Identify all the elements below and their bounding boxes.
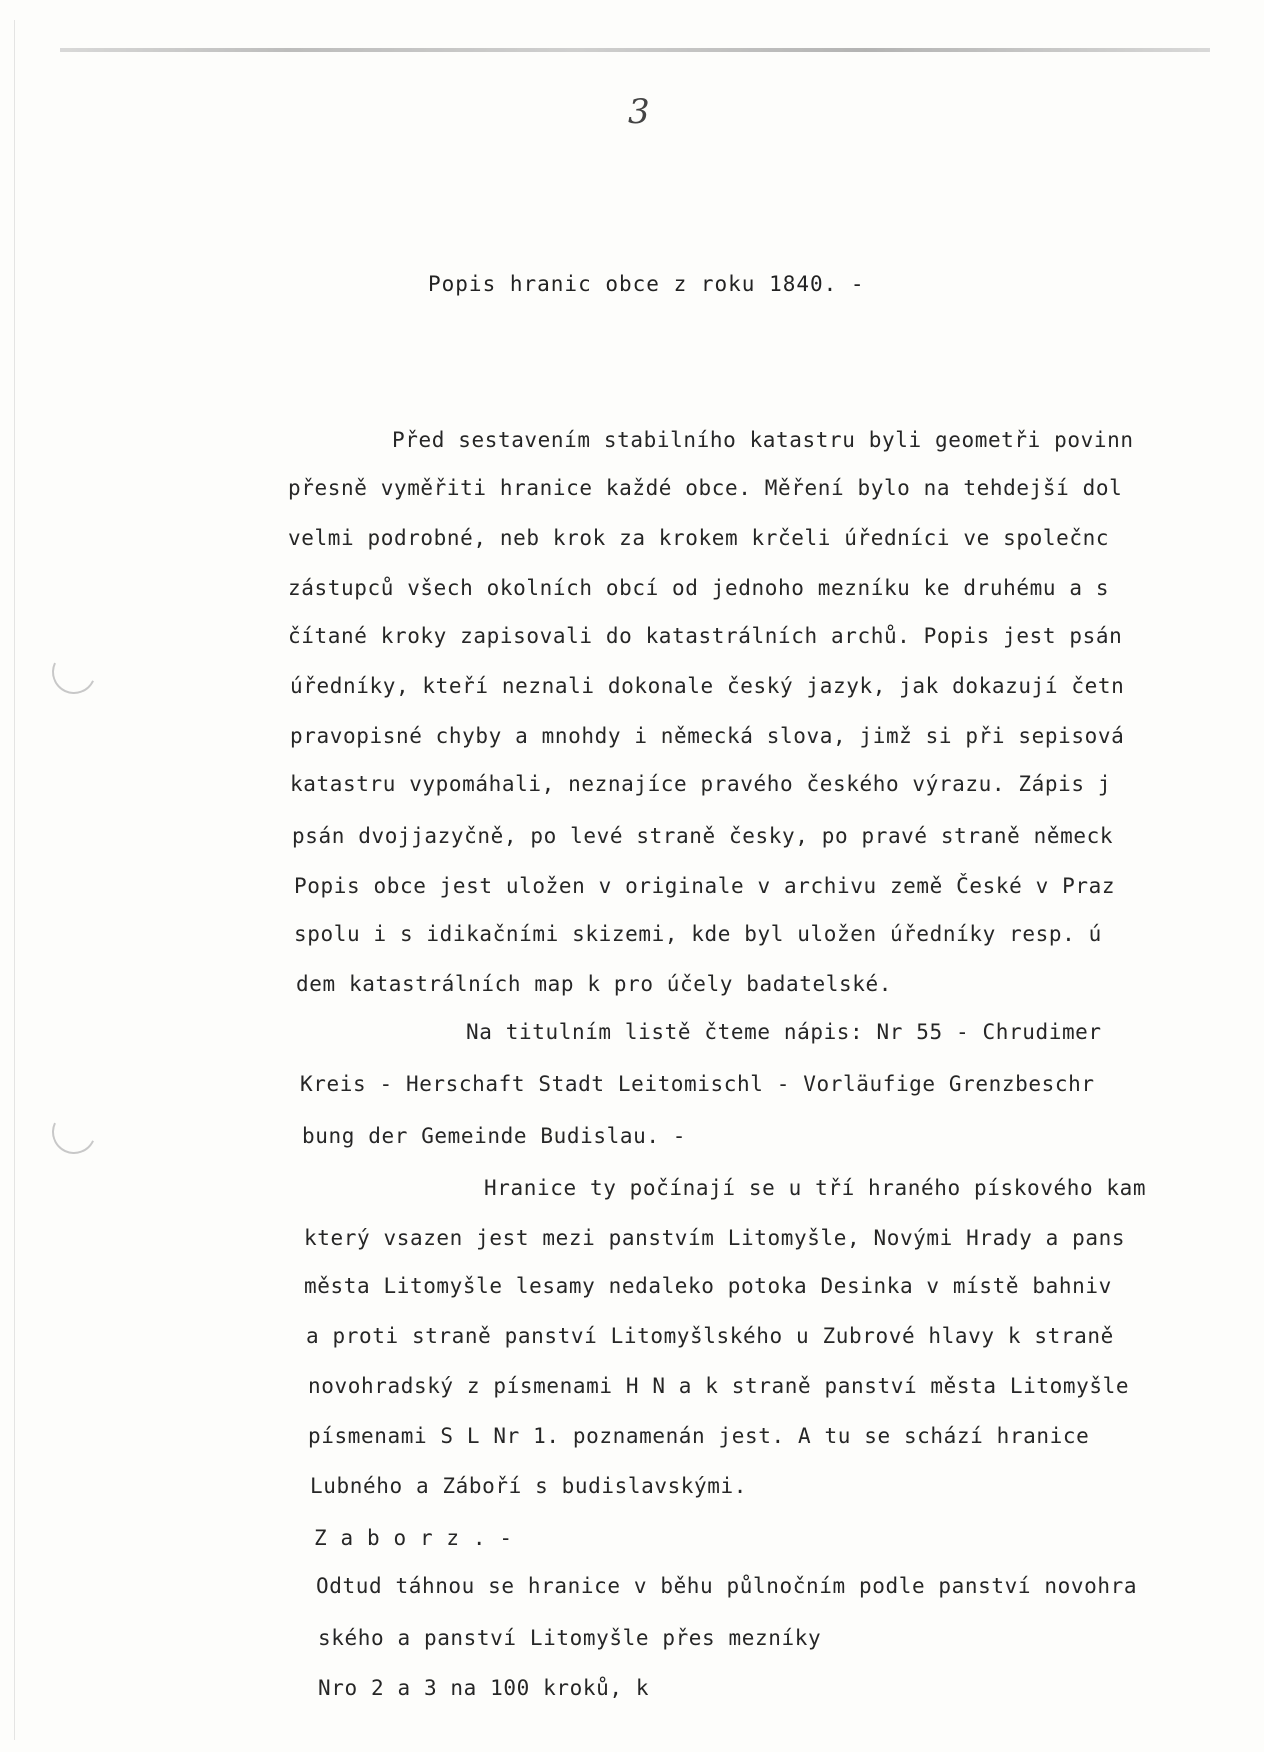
text-line: Před sestavením stabilního katastru byli geometři povinn	[392, 428, 1134, 452]
text-line: Lubného a Záboří s budislavskými.	[310, 1474, 748, 1498]
text-line: novohradský z písmenami H N a k straně panství města Litomyšle	[308, 1374, 1130, 1398]
text-line: který vsazen jest mezi panstvím Litomyšle, Novými Hrady a pans	[304, 1226, 1126, 1250]
text-line: Kreis - Herschaft Stadt Leitomischl - Vorläufige Grenzbeschr	[300, 1072, 1095, 1096]
page-number: 3	[628, 92, 650, 132]
page-top-edge	[60, 48, 1210, 52]
text-line: pravopisné chyby a mnohdy i německá slova, jimž si při sepisová	[290, 724, 1125, 748]
text-line: katastru vypomáhali, neznajíce pravého českého výrazu. Zápis j	[290, 772, 1112, 796]
text-line: úředníky, kteří neznali dokonale český jazyk, jak dokazují četn	[290, 674, 1125, 698]
text-line: a proti straně panství Litomyšlského u Zubrové hlavy k straně	[306, 1324, 1114, 1348]
text-line: přesně vyměřiti hranice každé obce. Měření bylo na tehdejší dol	[288, 476, 1123, 500]
text-line: čítané kroky zapisovali do katastrálních archů. Popis jest psán	[288, 624, 1123, 648]
text-line: Hranice ty počínají se u tří hraného pískového kam	[484, 1176, 1147, 1200]
text-line: Nro 2 a 3 na 100 kroků, k	[318, 1676, 650, 1700]
punch-hole-mark	[46, 644, 102, 700]
page-left-edge	[0, 20, 15, 1740]
text-line: velmi podrobné, neb krok za krokem krčeli úředníci ve společnc	[288, 526, 1110, 550]
text-line: Popis obce jest uložen v originale v archivu země České v Praz	[294, 874, 1116, 898]
punch-hole-mark	[46, 1104, 102, 1160]
text-line: písmenami S L Nr 1. poznamenán jest. A tu se schází hranice	[308, 1424, 1090, 1448]
text-line: spolu i s idikačními skizemi, kde byl uložen úředníky resp. ú	[294, 922, 1102, 946]
text-line: zástupců všech okolních obcí od jednoho mezníku ke druhému a s	[288, 576, 1110, 600]
text-line: ského a panství Litomyšle přes mezníky	[318, 1626, 822, 1650]
text-line: bung der Gemeinde Budislau. -	[302, 1124, 687, 1148]
document-title: Popis hranic obce z roku 1840. -	[428, 272, 865, 296]
text-line: dem katastrálních map k pro účely badatelské.	[296, 972, 892, 996]
text-line: Odtud táhnou se hranice v běhu půlnočním podle panství novohra	[316, 1574, 1138, 1598]
text-line: Na titulním listě čteme nápis: Nr 55 - Chrudimer	[466, 1020, 1102, 1044]
text-line: města Litomyšle lesamy nedaleko potoka Desinka v místě bahniv	[304, 1274, 1112, 1298]
text-line: psán dvojjazyčně, po levé straně česky, po pravé straně německ	[292, 824, 1114, 848]
section-heading: Z a b o r z . -	[314, 1526, 513, 1550]
